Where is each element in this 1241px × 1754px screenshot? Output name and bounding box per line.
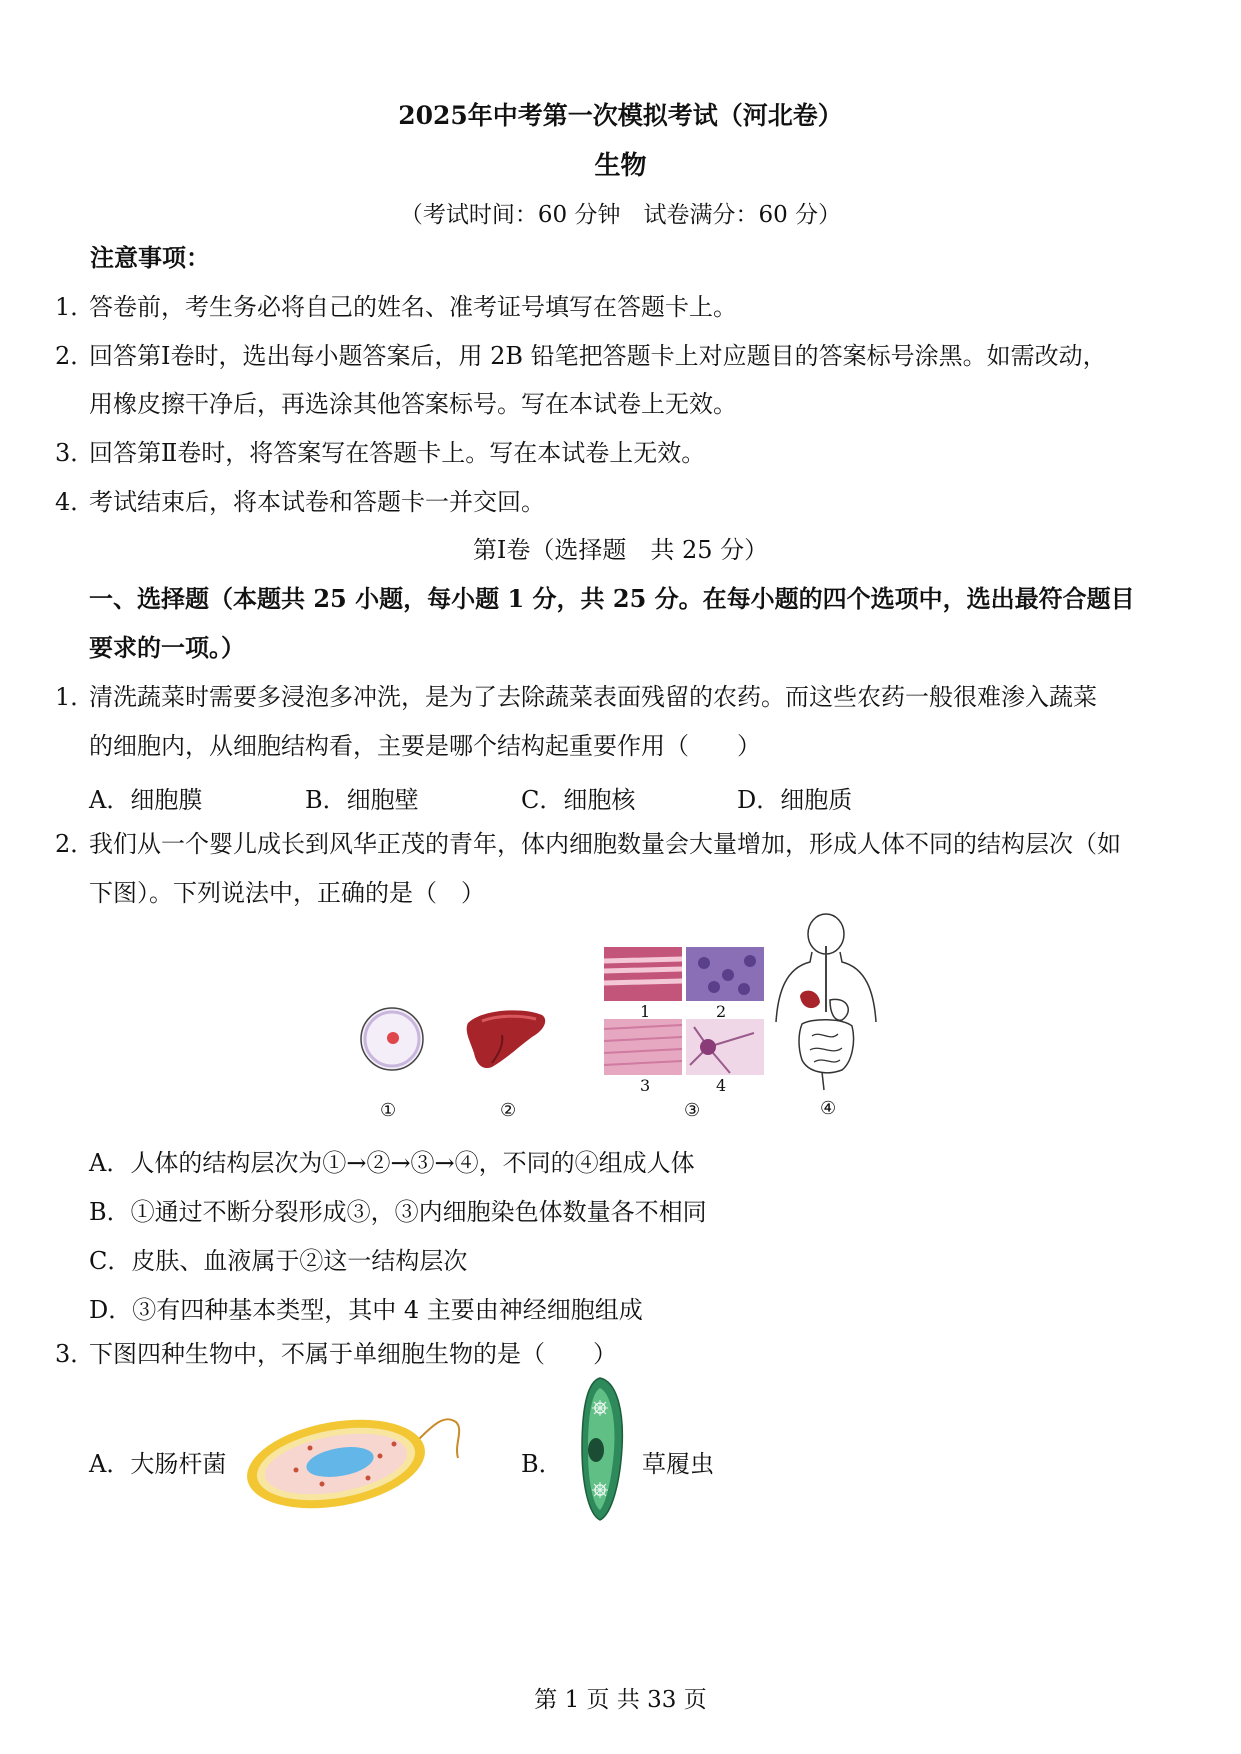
notice-item-text: 考试结束后，将本试卷和答题卡一并交回。: [89, 488, 545, 516]
question-1-option-a[interactable]: A．细胞膜: [89, 786, 203, 814]
notice-item-text: 回答第Ⅰ卷时，选出每小题答案后，用 2B 铅笔把答题卡上对应题目的答案标号涂黑。如需改动，: [89, 342, 1107, 370]
exam-title: 2025年中考第一次模拟考试（河北卷）: [398, 101, 843, 130]
question-number: 3．: [55, 1340, 95, 1368]
notice-item-number: 4．: [55, 488, 95, 516]
cell-illustration: [358, 1005, 428, 1075]
section-instruction-line1: 一、选择题（本题共 25 小题，每小题 1 分，共 25 分。在每小题的四个选项中，选出最符合题目: [89, 584, 1135, 613]
exam-info: （考试时间：60 分钟 试卷满分：60 分）: [399, 202, 842, 228]
tissue-label-4: 4: [716, 1076, 727, 1095]
notice-item-3: [55, 438, 705, 468]
notice-item-text: 回答第Ⅱ卷时，将答案写在答题卡上。写在本试卷上无效。: [89, 439, 706, 467]
question-2-option-d[interactable]: D．③有四种基本类型，其中 4 主要由神经细胞组成: [89, 1296, 643, 1324]
question-stem-text: 清洗蔬菜时需要多浸泡多冲洗，是为了去除蔬菜表面残留的农药。而这些农药一般很难渗入蔬菜: [89, 683, 1097, 711]
liver-organ-illustration: [462, 1005, 548, 1071]
notice-item-text: 答卷前，考生务必将自己的姓名、准考证号填写在答题卡上。: [89, 293, 737, 321]
question-2-option-a[interactable]: A．人体的结构层次为①→②→③→④，不同的④组成人体: [89, 1149, 695, 1177]
notice-item-2-continued: 用橡皮擦干净后，再选涂其他答案标号。写在本试卷上无效。: [89, 390, 737, 418]
question-2-option-c[interactable]: C．皮肤、血液属于②这一结构层次: [89, 1247, 468, 1275]
tissue-label-1: 1: [640, 1002, 651, 1021]
question-2-option-b[interactable]: B．①通过不断分裂形成③，③内细胞染色体数量各不相同: [89, 1198, 707, 1226]
notice-item-number: 1．: [55, 293, 95, 321]
tissue-types-illustration: [604, 947, 764, 1077]
figure-label-tissue: ③: [684, 1100, 701, 1121]
paramecium-illustration: [578, 1374, 628, 1524]
notice-item-1: [55, 292, 737, 322]
figure-label-cell: ①: [380, 1100, 397, 1121]
question-1-stem: [55, 682, 1097, 712]
digestive-system-illustration: [772, 912, 880, 1096]
question-stem-text: 下图四种生物中，不属于单细胞生物的是（ ）: [89, 1340, 617, 1368]
question-1-stem-continued: 的细胞内，从细胞结构看，主要是哪个结构起重要作用（ ）: [89, 732, 761, 760]
question-3-stem: [55, 1339, 617, 1369]
question-number: 2．: [55, 830, 95, 858]
question-1-option-c[interactable]: C．细胞核: [521, 786, 636, 814]
question-3-option-a[interactable]: A．大肠杆菌: [89, 1450, 227, 1478]
notice-heading: 注意事项：: [90, 243, 210, 272]
question-3-option-b[interactable]: B．: [521, 1450, 563, 1478]
notice-item-number: 3．: [55, 439, 95, 467]
question-3-option-b-label[interactable]: 草履虫: [642, 1450, 714, 1478]
question-1-option-d[interactable]: D．细胞质: [737, 786, 853, 814]
question-2-stem: [55, 829, 1121, 859]
figure-label-organ: ②: [500, 1100, 517, 1121]
notice-item-4: [55, 487, 545, 517]
section-title: 第Ⅰ卷（选择题 共 25 分）: [472, 536, 769, 564]
notice-item-number: 2．: [55, 342, 95, 370]
question-stem-text: 我们从一个婴儿成长到风华正茂的青年，体内细胞数量会大量增加，形成人体不同的结构层次（如: [89, 830, 1121, 858]
figure-label-system: ④: [820, 1098, 837, 1119]
e-coli-illustration: [244, 1404, 464, 1512]
section-instruction-line2: 要求的一项。）: [89, 633, 245, 662]
subject-title: 生物: [594, 151, 647, 181]
notice-item-2: [55, 341, 1107, 371]
question-2-stem-continued: 下图）。下列说法中，正确的是（ ）: [89, 879, 485, 907]
page-footer: 第 1 页 共 33 页: [534, 1687, 707, 1713]
question-number: 1．: [55, 683, 95, 711]
question-1-option-b[interactable]: B．细胞壁: [305, 786, 419, 814]
tissue-label-3: 3: [640, 1076, 651, 1095]
tissue-label-2: 2: [716, 1002, 727, 1021]
